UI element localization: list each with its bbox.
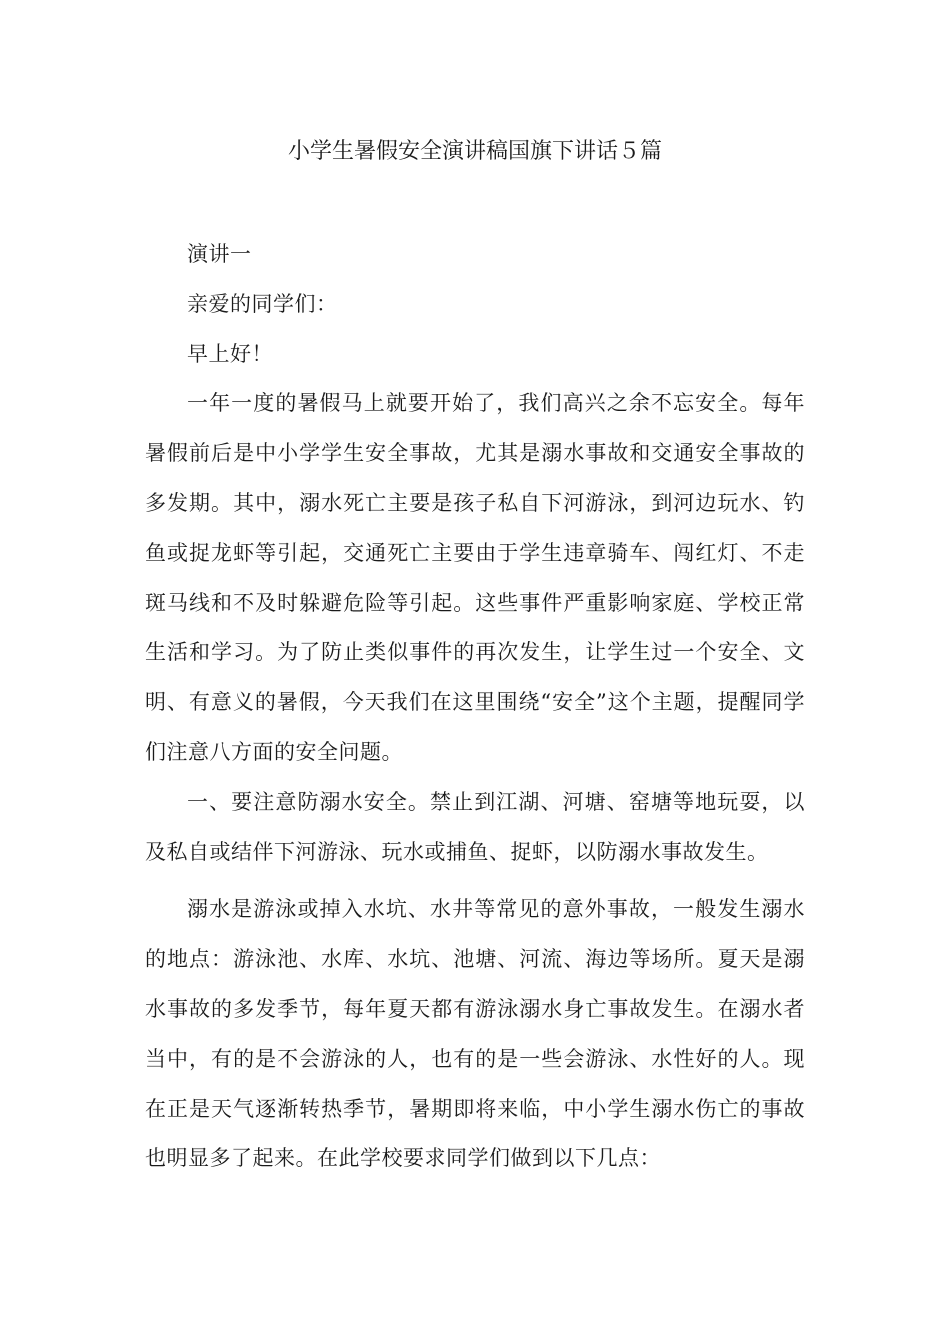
paragraph-speech-heading: 演讲一 <box>187 242 252 266</box>
paragraph-drowning: 溺水是游泳或掉入水坑、水井等常见的意外事故，一般发生溺水的地点：游泳池、水库、水坑、池塘、河流、海边等场所。夏天是溺水事故的多发季节，每年夏天都有游泳溺水身亡事故发生。在溺水者当中，有的是不会游泳的人，也有的是一些会游泳、水性好的人。现在正是天气逐渐转热季节，暑期即将来临，中小学生溺水伤亡的事故也明显多了起来。在此学校要求同学们做到以下几点： <box>145 897 805 1171</box>
paragraph-salutation: 亲爱的同学们： <box>187 291 338 316</box>
document-title: 小学生暑假安全演讲稿国旗下讲话５篇 <box>287 139 662 164</box>
paragraph-intro: 一年一度的暑假马上就要开始了，我们高兴之余不忘安全。每年暑假前后是中小学学生安全事故，尤其是溺水事故和交通安全事故的多发期。其中，溺水死亡主要是孩子私自下河游泳，到河边玩水、钓鱼或捉龙虾等引起，交通死亡主要由于学生违章骑车、闯红灯、不走斑马线和不及时躲避危险等引起。这些事件严重影响家庭、学校正常生活和学习。为了防止类似事件的再次发生，让学生过一个安全、文明、有意义的暑假，今天我们在这里围绕“安全”这个主题，提醒同学们注意八方面的安全问题。 <box>145 391 805 764</box>
paragraph-point-one: 一、要注意防溺水安全。禁止到江湖、河塘、窑塘等地玩耍，以及私自或结伴下河游泳、玩水或捕鱼、捉虾，以防溺水事故发生。 <box>145 789 805 864</box>
paragraph-greeting: 早上好！ <box>187 341 273 366</box>
document-body <box>145 230 805 1184</box>
